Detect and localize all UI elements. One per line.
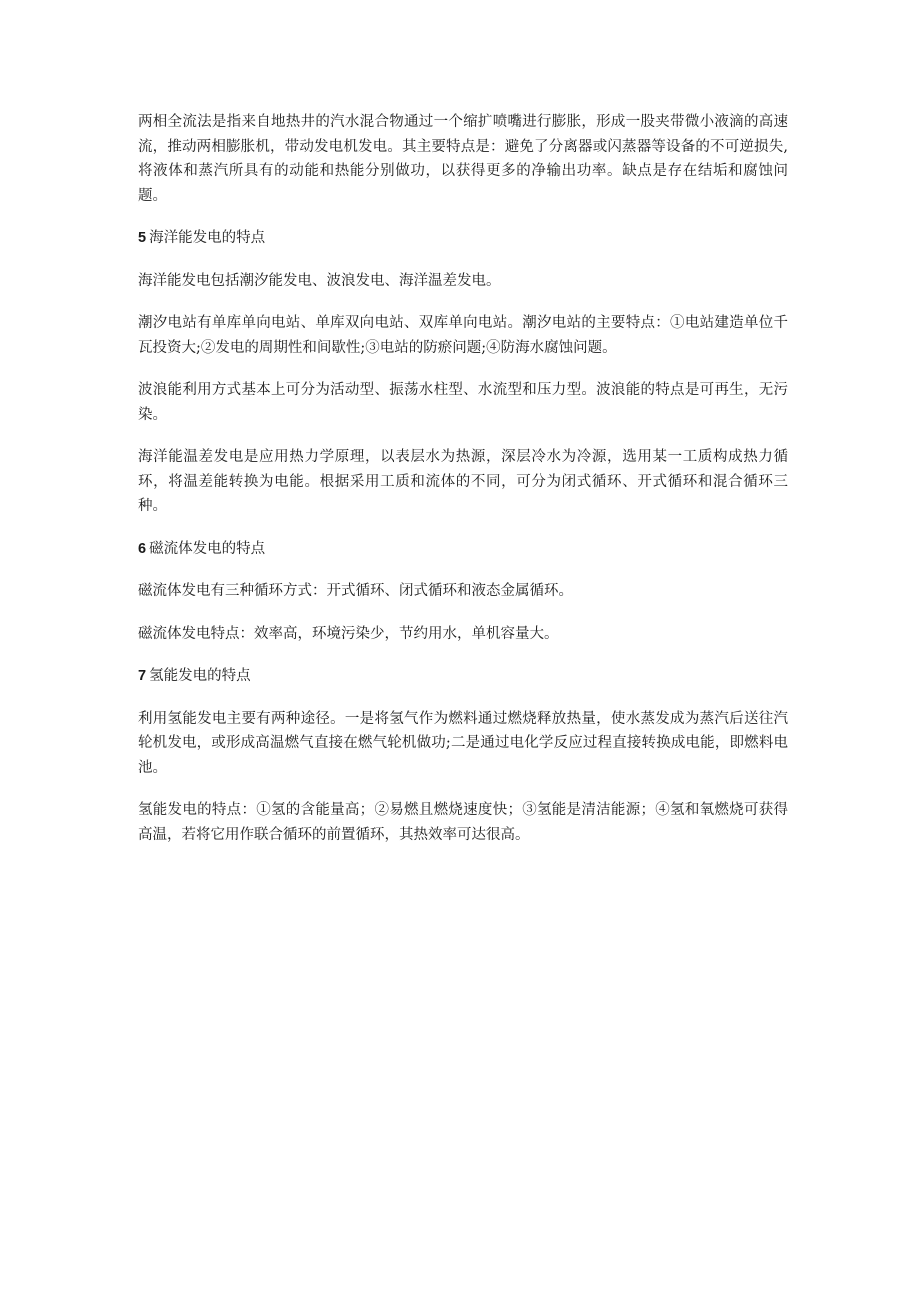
section-heading-hydrogen <box>138 664 788 689</box>
section-title: 海洋能发电的特点 <box>149 230 266 246</box>
paragraph-mhd-features: 磁流体发电特点：效率高，环境污染少，节约用水，单机容量大。 <box>138 625 559 642</box>
paragraph-ocean-energy-types: 海洋能发电包括潮汐能发电、波浪发电、海洋温差发电。 <box>138 272 501 289</box>
section-number: 5 <box>138 230 147 246</box>
paragraph-wave-energy: 波浪能利用方式基本上可分为活动型、振荡水柱型、水流型和压力型。波浪能的特点是可再生，无污染。 <box>138 382 788 423</box>
section-heading-mhd <box>138 537 788 562</box>
document-body <box>138 110 788 865</box>
paragraph-hydrogen-methods: 利用氢能发电主要有两种途径。一是将氢气作为燃料通过燃烧释放热量，使水蒸发成为蒸汽后送往汽轮机发电，或形成高温燃气直接在燃气轮机做功;二是通过电化学反应过程直接转换成电能，即燃料电池。 <box>138 710 788 776</box>
section-number: 6 <box>138 540 147 557</box>
section-title: 磁流体发电的特点 <box>149 540 266 557</box>
paragraph-hydrogen-features: 氢能发电的特点：①氢的含能量高；②易燃且燃烧速度快；③氢能是清洁能源；④氢和氧燃烧可获得高温，若将它用作联合循环的前置循环，其热效率可达很高。 <box>138 802 788 843</box>
paragraph-two-phase-flow: 两相全流法是指来自地热井的汽水混合物通过一个缩扩喷嘴进行膨胀，形成一股夹带微小液滴的高速流，推动两相膨胀机，带动发电机发电。其主要特点是：避免了分离器或闪蒸器等设备的不可逆损失,将液体和蒸汽所具有的动能和热能分别做功，以获得更多的净输出功率。缺点是存在结垢和腐蚀问题。 <box>138 114 788 204</box>
paragraph-mhd-cycles: 磁流体发电有三种循环方式：开式循环、闭式循环和液态金属循环。 <box>138 583 573 599</box>
paragraph-tidal-station: 潮汐电站有单库单向电站、单库双向电站、双库单向电站。潮汐电站的主要特点：①电站建造单位千瓦投资大;②发电的周期性和间歇性;③电站的防瘀问题;④防海水腐蚀问题。 <box>138 315 788 356</box>
section-heading-ocean-energy <box>138 226 788 251</box>
section-number: 7 <box>138 668 147 684</box>
section-title: 氢能发电的特点 <box>149 668 251 684</box>
paragraph-ocean-thermal: 海洋能温差发电是应用热力学原理，以表层水为热源，深层冷水为冷源，选用某一工质构成热力循环，将温差能转换为电能。根据采用工质和流体的不同，可分为闭式循环、开式循环和混合循环三种。 <box>138 449 788 514</box>
